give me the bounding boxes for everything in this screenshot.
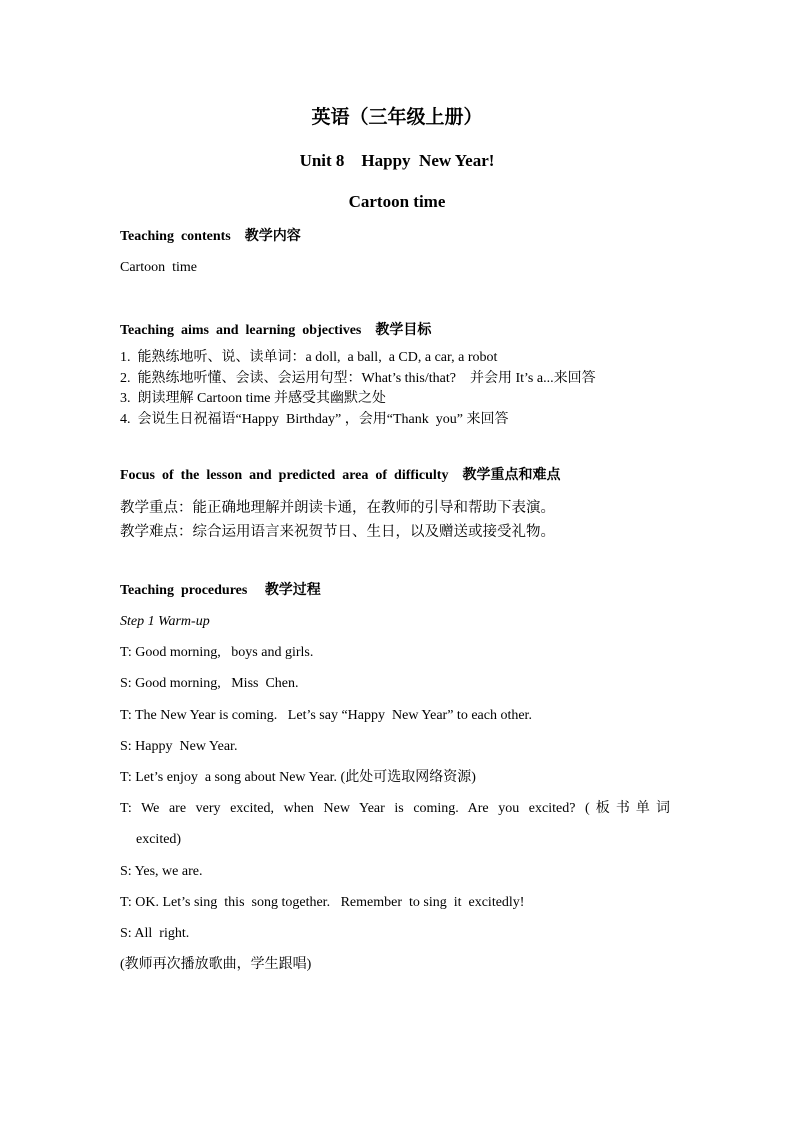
dialogue-line: S: Good morning, Miss Chen. <box>120 676 299 691</box>
focus-heading: Focus of the lesson and predicted area of difficulty 教学重点和难点 <box>120 468 561 483</box>
aims-item: 1. 能熟练地听、说、读单词：a doll, a ball, a CD, a car, a robot <box>120 350 498 365</box>
dialogue-line: T: Good morning, boys and girls. <box>120 645 314 660</box>
unit-title: Unit 8 Happy New Year! <box>299 151 495 170</box>
dialogue-line: S: All right. <box>120 926 190 941</box>
aims-list <box>120 348 596 430</box>
dialogue-line-continued: excited) <box>136 832 182 847</box>
procedures-heading: Teaching procedures 教学过程 <box>120 583 321 598</box>
contents-text: Cartoon time <box>120 260 197 275</box>
teacher-note: (教师再次播放歌曲，学生跟唱) <box>120 957 312 972</box>
dialogue-line: S: Yes, we are. <box>120 864 203 879</box>
focus-key-point: 教学重点：能正确地理解并朗读卡通，在教师的引导和帮助下表演。 <box>120 500 555 516</box>
aims-heading: Teaching aims and learning objectives 教学目标 <box>120 323 432 338</box>
step-label: Step 1 Warm-up <box>120 614 210 629</box>
focus-difficult-point: 教学难点：综合运用语言来祝贺节日、生日，以及赠送或接受礼物。 <box>120 524 555 540</box>
dialogue-line: T: Let’s enjoy a song about New Year. (此处可选取网络资源) <box>120 770 476 785</box>
dialogue-line: T: OK. Let’s sing this song together. Remember to sing it excitedly! <box>120 895 525 910</box>
dialogue-line: T: The New Year is coming. Let’s say “Happy New Year” to each other. <box>120 708 532 723</box>
dialogue-line: T: We are very excited, when New Year is coming. Are you excited? (板书单词 <box>120 801 670 816</box>
lesson-title: Cartoon time <box>348 192 446 211</box>
focus-body <box>120 496 555 544</box>
aims-item: 2. 能熟练地听懂、会读、会运用句型：What’s this/that? 并会用 It’s a...来回答 <box>120 370 596 386</box>
aims-item: 4. 会说生日祝福语“Happy Birthday” ，会用“Thank you” 来回答 <box>120 411 509 427</box>
dialogue-line: S: Happy New Year. <box>120 739 238 754</box>
aims-item: 3. 朗读理解 Cartoon time 并感受其幽默之处 <box>120 391 386 406</box>
contents-heading: Teaching contents 教学内容 <box>120 229 301 244</box>
document-title: 英语（三年级上册） <box>311 107 483 128</box>
